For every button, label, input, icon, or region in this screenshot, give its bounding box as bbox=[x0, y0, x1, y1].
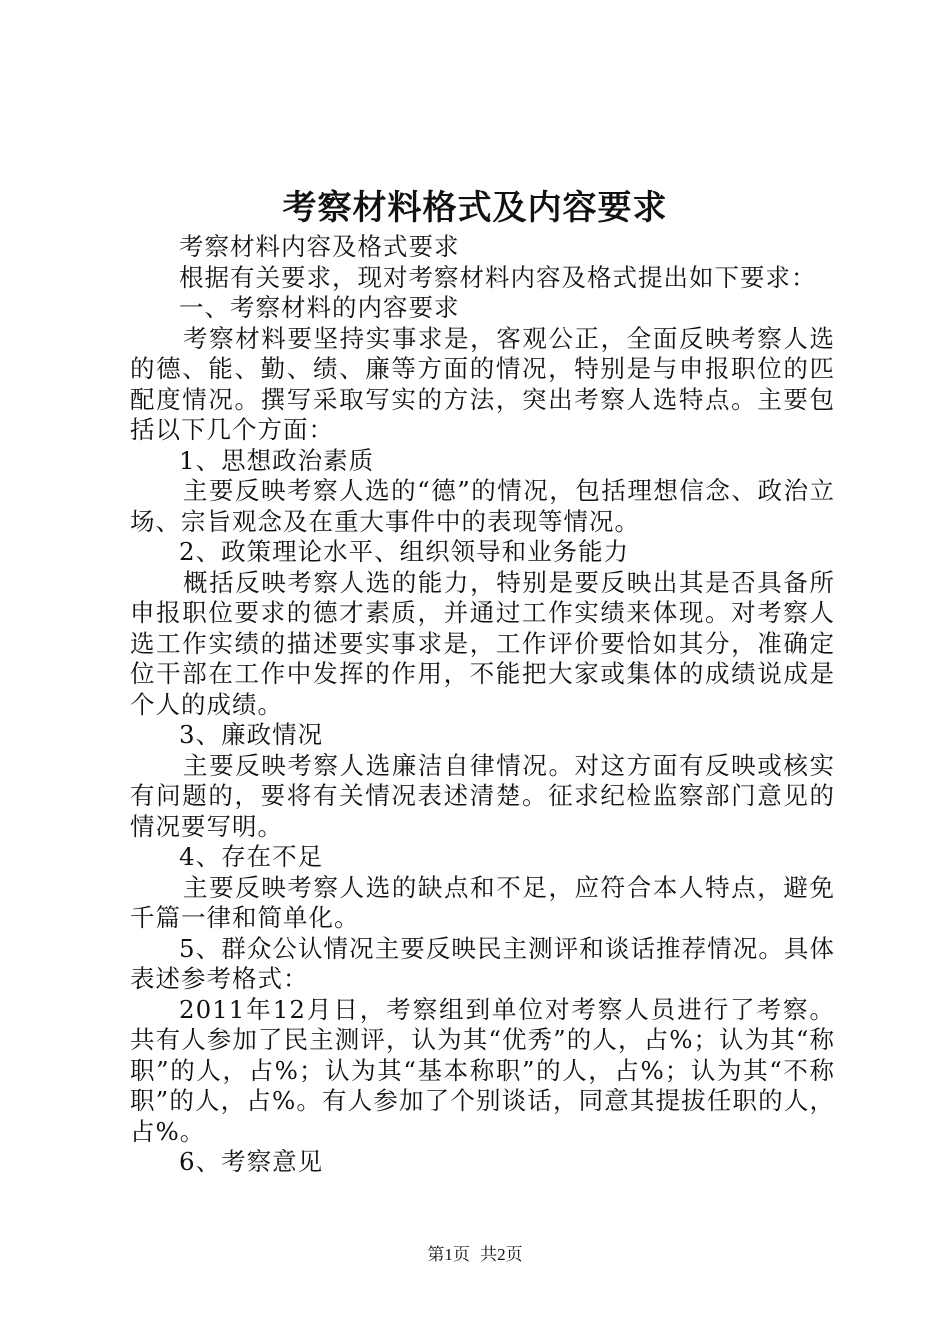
document-body bbox=[130, 232, 835, 1178]
paragraph-political-quality: 主要反映考察人选的“德”的情况，包括理想信念、政治立场、宗旨观念及在重大事件中的表现等情况。 bbox=[130, 476, 835, 536]
item-heading-opinion: 6、考察意见 bbox=[179, 1147, 324, 1176]
page-number: 第1页 bbox=[427, 1245, 470, 1264]
paragraph-integrity: 主要反映考察人选廉洁自律情况。对这方面有反映或核实有问题的，要将有关情况表述清楚。征求纪检监察部门意见的情况要写明。 bbox=[130, 750, 835, 841]
paragraph-shortcomings: 主要反映考察人选的缺点和不足，应符合本人特点，避免千篇一律和简单化。 bbox=[130, 872, 835, 932]
paragraph-ability: 概括反映考察人选的能力，特别是要反映出其是否具备所申报职位要求的德才素质，并通过工作实绩来体现。对考察人选工作实绩的描述要实事求是，工作评价要恰如其分，准确定位干部在工作中发挥的作用，不能把大家或集体的成绩说成是个人的成绩。 bbox=[130, 567, 835, 719]
item-heading-shortcomings: 4、存在不足 bbox=[179, 842, 324, 871]
item-heading-public-recognition: 5、群众公认情况主要反映民主测评和谈话推荐情况。具体表述参考格式： bbox=[130, 933, 835, 993]
page-total: 共2页 bbox=[480, 1245, 523, 1264]
item-heading-ability: 2、政策理论水平、组织领导和业务能力 bbox=[179, 537, 630, 566]
item-heading-integrity: 3、廉政情况 bbox=[179, 720, 324, 749]
paragraph-subtitle: 考察材料内容及格式要求 bbox=[179, 232, 460, 261]
section-heading-content-requirements: 一、考察材料的内容要求 bbox=[179, 293, 460, 322]
paragraph-format-example: 2011年12月日，考察组到单位对考察人员进行了考察。共有人参加了民主测评，认为其“优秀”的人，占%；认为其“称职”的人，占%；认为其“基本称职”的人，占%；认为其“不称职”的人，占%。有人参加了个别谈话，同意其提拔任职的人，占%。 bbox=[130, 994, 835, 1146]
paragraph-content-requirements: 考察材料要坚持实事求是，客观公正，全面反映考察人选的德、能、勤、绩、廉等方面的情况，特别是与申报职位的匹配度情况。撰写采取写实的方法，突出考察人选特点。主要包括以下几个方面： bbox=[130, 323, 835, 444]
page-footer bbox=[0, 1243, 950, 1267]
document-title: 考察材料格式及内容要求 bbox=[282, 188, 668, 228]
item-heading-political-quality: 1、思想政治素质 bbox=[179, 445, 375, 475]
paragraph-intro: 根据有关要求，现对考察材料内容及格式提出如下要求： bbox=[179, 262, 817, 292]
